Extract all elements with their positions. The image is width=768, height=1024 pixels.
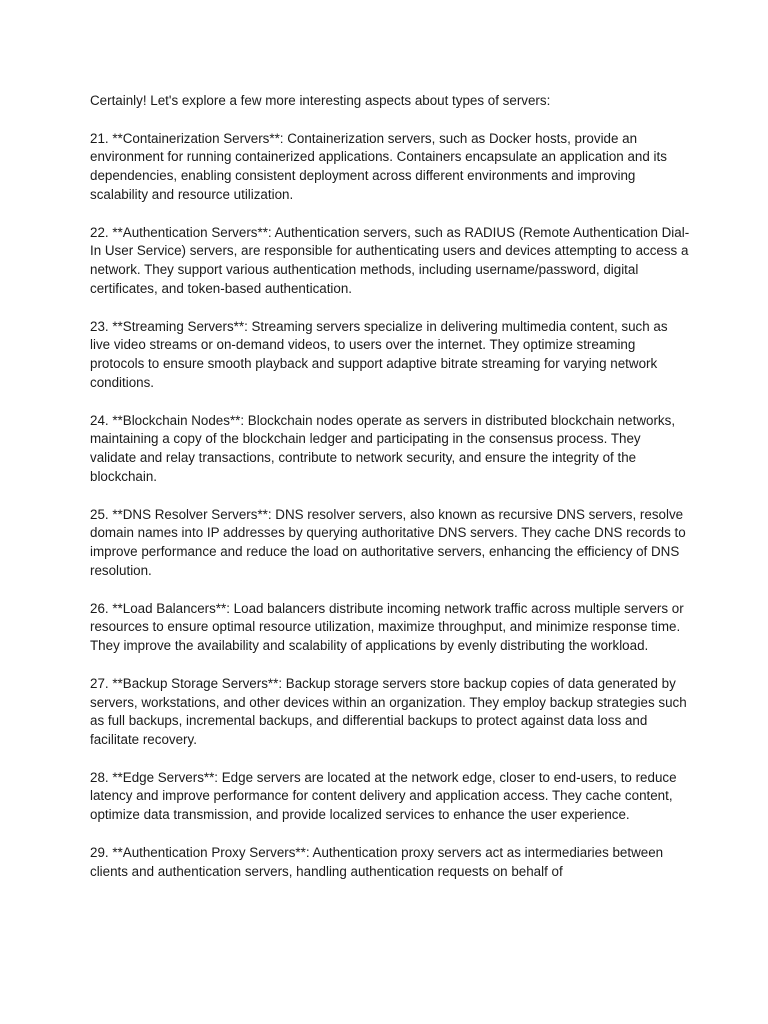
paragraph-28-edge-servers: 28. **Edge Servers**: Edge servers are located at the network edge, closer to end-users, to reduce latency and improve performance for content delivery and application access. They cache content, optimize data transmission, and provide localized services to enhance the user experience. <box>90 769 677 823</box>
paragraph-25-dns-resolver-servers: 25. **DNS Resolver Servers**: DNS resolver servers, also known as recursive DNS servers, resolve domain names into IP addresses by querying authoritative DNS servers. They cache DNS records to improve performance and reduce the load on authoritative servers, enhancing the efficiency of DNS resolution. <box>90 506 686 578</box>
paragraph-26-load-balancers: 26. **Load Balancers**: Load balancers distribute incoming network traffic across multiple servers or resources to ensure optimal resource utilization, maximize throughput, and minimize response time. They improve the availability and scalability of applications by evenly distributing the workload. <box>90 600 684 654</box>
paragraph-22-authentication-servers: 22. **Authentication Servers**: Authentication servers, such as RADIUS (Remote Authentication Dial-In User Service) servers, are responsible for authenticating users and devices attempting to access a network. They support various authentication methods, including username/password, digital certificates, and token-based authentication. <box>90 224 690 296</box>
intro-paragraph: Certainly! Let's explore a few more interesting aspects about types of servers: <box>90 93 551 108</box>
paragraph-29-authentication-proxy-servers: 29. **Authentication Proxy Servers**: Authentication proxy servers act as intermediaries between clients and authentication servers, handling authentication requests on behalf of <box>90 844 664 879</box>
paragraph-21-containerization-servers: 21. **Containerization Servers**: Containerization servers, such as Docker hosts, provide an environment for running containerized applications. Containers encapsulate an application and its dependencies, enabling consistent deployment across different environments and improving scalability and resource utilization. <box>90 130 667 202</box>
document-body <box>90 92 690 900</box>
paragraph-27-backup-storage-servers: 27. **Backup Storage Servers**: Backup storage servers store backup copies of data generated by servers, workstations, and other devices within an organization. They employ backup strategies such as full backups, incremental backups, and differential backups to protect against data loss and facilitate recovery. <box>90 675 687 748</box>
paragraph-24-blockchain-nodes: 24. **Blockchain Nodes**: Blockchain nodes operate as servers in distributed blockchain networks, maintaining a copy of the blockchain ledger and participating in the consensus process. They validate and relay transactions, contribute to network security, and ensure the integrity of the blockchain. <box>90 412 676 484</box>
paragraph-23-streaming-servers: 23. **Streaming Servers**: Streaming servers specialize in delivering multimedia content, such as live video streams or on-demand videos, to users over the internet. They optimize streaming protocols to ensure smooth playback and support adaptive bitrate streaming for varying network conditions. <box>90 318 668 390</box>
